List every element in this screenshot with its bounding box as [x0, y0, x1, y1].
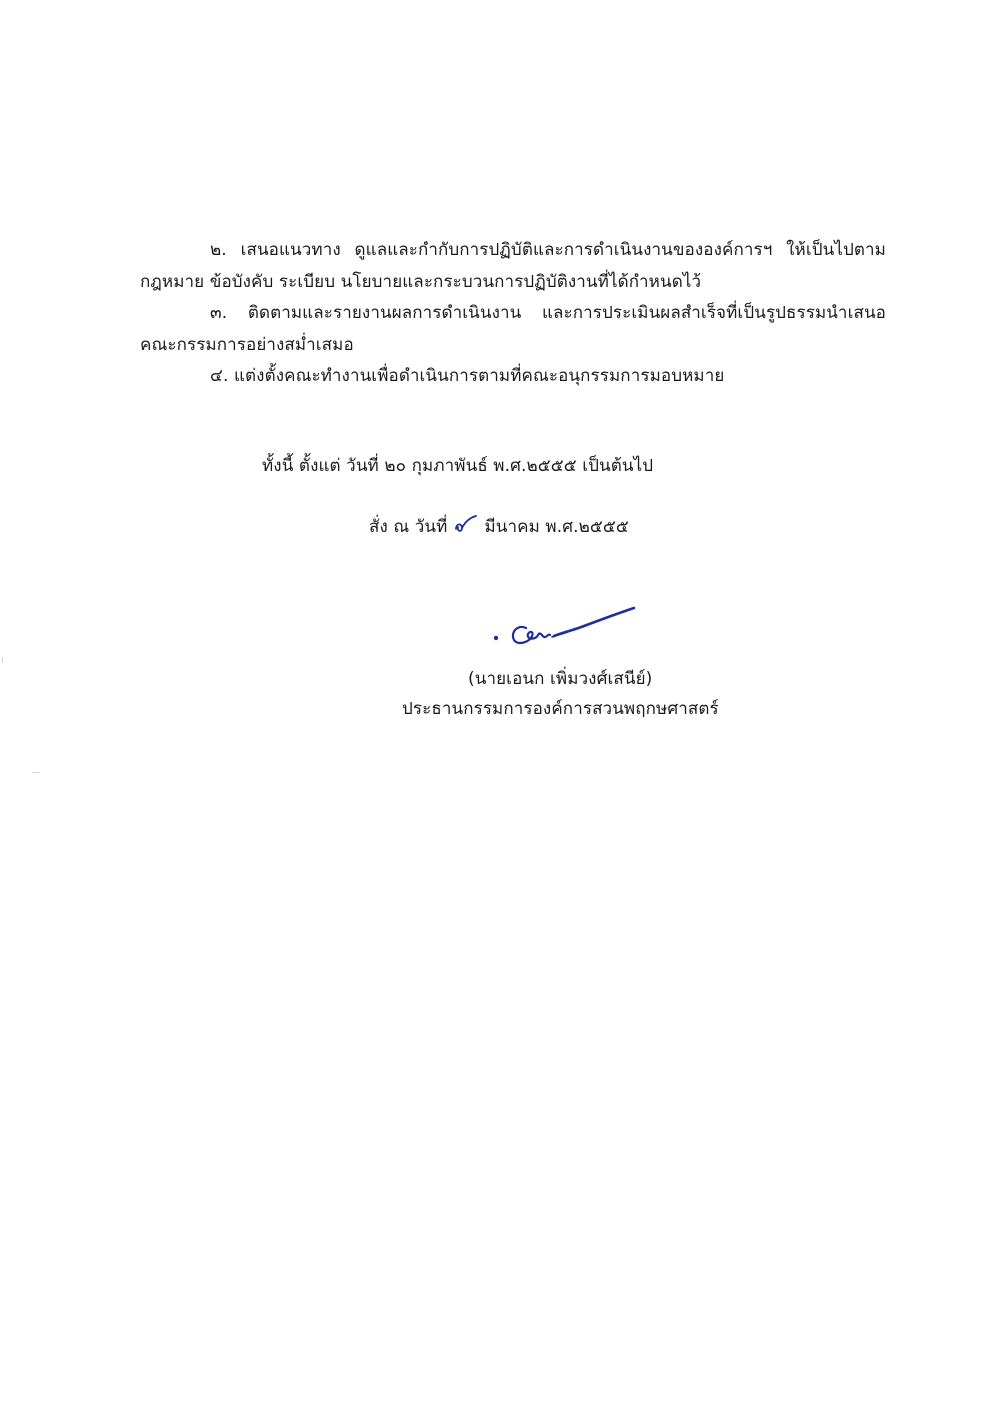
signer-name: (นายเอนก เพิ่มวงศ์เสนีย์) — [468, 669, 653, 689]
item-3-line-1: ๓. ติดตามและรายงานผลการดำเนินงาน และการประเมินผลสำเร็จที่เป็นรูปธรรมนำเสนอ — [210, 303, 886, 323]
signer-title: ประธานกรรมการองค์การสวนพฤกษศาสตร์ — [402, 699, 719, 719]
order-date-suffix: มีนาคม พ.ศ.๒๕๕๕ — [484, 517, 629, 537]
scan-edge-mark — [32, 772, 40, 773]
order-date — [369, 514, 629, 539]
scan-edge-mark — [2, 657, 3, 663]
item-3-line-2: คณะกรรมการอย่างสม่ำเสมอ — [140, 335, 354, 355]
item-2-line-2: กฎหมาย ข้อบังคับ ระเบียบ นโยบายและกระบวนการปฏิบัติงานที่ได้กำหนดไว้ — [140, 272, 702, 292]
handwritten-signature — [492, 602, 642, 652]
item-2-line-1: ๒. เสนอแนวทาง ดูแลและกำกับการปฏิบัติและการดำเนินงานขององค์การฯ ให้เป็นไปตาม — [210, 240, 886, 260]
effective-date: ทั้งนี้ ตั้งแต่ วันที่ ๒๐ กุมภาพันธ์ พ.ศ.๒๕๕๕ เป็นต้นไป — [262, 456, 654, 476]
item-4: ๔. แต่งตั้งคณะทำงานเพื่อดำเนินการตามที่คณะอนุกรรมการมอบหมาย — [210, 366, 725, 386]
handwritten-day-mark — [453, 514, 479, 536]
order-date-prefix: สั่ง ณ วันที่ — [369, 517, 448, 537]
